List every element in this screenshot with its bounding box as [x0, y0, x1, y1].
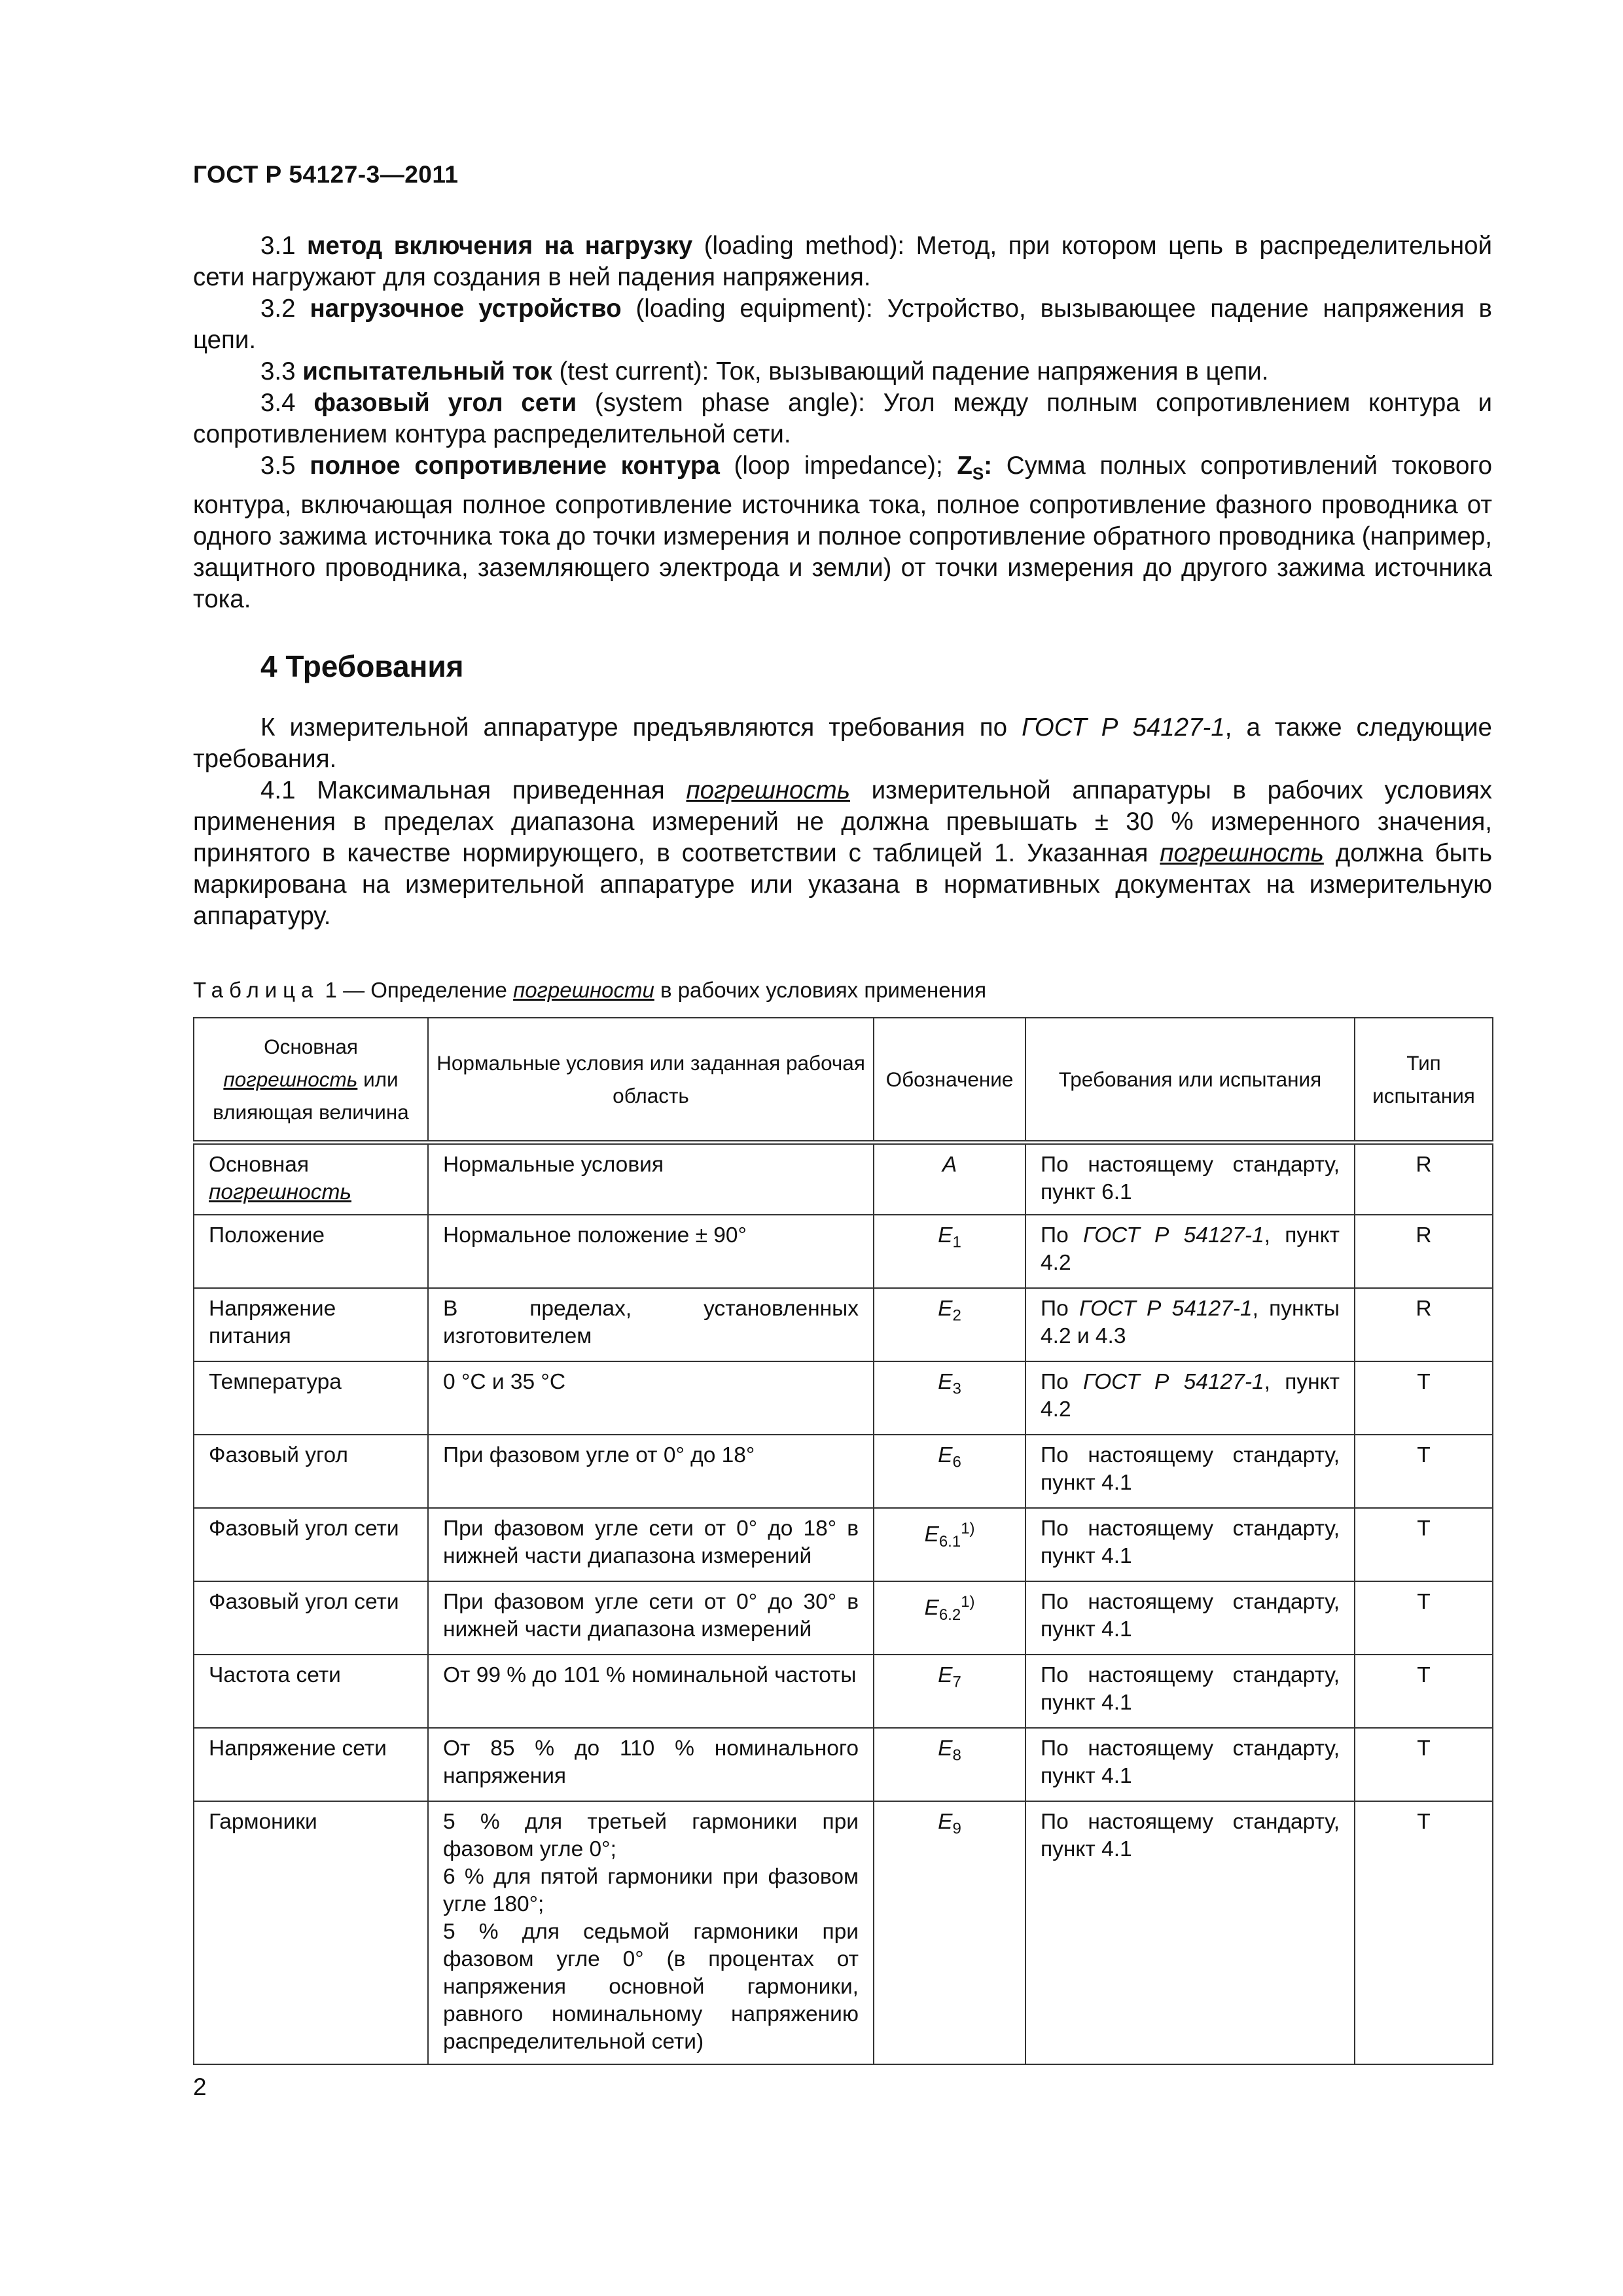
cell-conditions: От 99 % до 101 % номинальной частоты: [428, 1655, 874, 1728]
cell-conditions: При фазовом угле сети от 0° до 30° в нижней части диапазона измерений: [428, 1581, 874, 1655]
cell-designation: [874, 1142, 1026, 1215]
designation-subscript: 8: [952, 1746, 961, 1765]
clause-text: должна быть маркирована на измерительной аппаратуре или указана в нормативных документах на измерительную аппаратуру.: [193, 838, 1492, 930]
cell-quantity: [194, 1215, 428, 1288]
header-cell: Тип испытания: [1355, 1018, 1493, 1143]
quantity-text: Частота сети: [209, 1662, 341, 1687]
symbol: [957, 452, 993, 484]
definition-3-2: [193, 293, 1492, 356]
cell-requirements: [1026, 1288, 1355, 1361]
requirements-text: По: [1041, 1369, 1084, 1394]
page-number: 2: [193, 2073, 207, 2100]
requirements-text: По настоящему стандарту, пункт 6.1: [1041, 1152, 1340, 1204]
cell-quantity: [194, 1361, 428, 1435]
cell-conditions: При фазовом угле сети от 0° до 18° в нижней части диапазона измерений: [428, 1508, 874, 1581]
cell-quantity: [194, 1728, 428, 1801]
standard-reference: ГОСТ Р 54127-1: [1079, 1296, 1253, 1321]
table-row: [194, 1361, 1493, 1435]
designation-subscript: 2: [952, 1306, 961, 1325]
clause-number: 3.4: [260, 389, 296, 417]
cell-designation: [874, 1508, 1026, 1581]
designation-subscript: 6: [952, 1453, 961, 1471]
cell-test-type: T: [1355, 1655, 1493, 1728]
designation-symbol: E: [938, 1443, 953, 1467]
cell-quantity: [194, 1288, 428, 1361]
cell-test-type: T: [1355, 1581, 1493, 1655]
designation-subscript: 3: [952, 1380, 961, 1398]
cell-test-type: R: [1355, 1288, 1493, 1361]
header-cell: [194, 1018, 428, 1143]
quantity-text: Положение: [209, 1223, 325, 1247]
definition-3-4: [193, 387, 1492, 450]
definition-text: Сумма полных сопротивлений токового контура, включающая полное сопротивление источника тока, полное сопротивление фазного проводника от одного зажима источника тока до точки измерения и полное сопротивление обратного проводника (например, защитного проводника, заземляющего электрода и земли) от точки измерения до другого зажима источника тока.: [193, 452, 1492, 613]
requirements-text: По настоящему стандарту, пункт 4.1: [1041, 1589, 1340, 1641]
cell-conditions: 0 °C и 35 °C: [428, 1361, 874, 1435]
clause-number: 3.3: [260, 357, 296, 386]
requirements-text: По настоящему стандарту, пункт 4.1: [1041, 1809, 1340, 1861]
header-text: Основная: [264, 1034, 358, 1058]
designation-subscript: 6.2: [938, 1605, 961, 1624]
cell-requirements: [1026, 1215, 1355, 1288]
table-row: [194, 1581, 1493, 1655]
symbol-colon: :: [984, 452, 993, 480]
definition-text: (system phase angle): Угол между полным сопротивлением контура и сопротивлением контура распределительной сети.: [193, 389, 1492, 448]
cell-conditions: [428, 1801, 874, 2064]
table-caption: [193, 977, 1492, 1004]
cell-conditions: Нормальные условия: [428, 1142, 874, 1215]
header-text: или влияющая величина: [213, 1067, 409, 1124]
table-row: [194, 1801, 1493, 2064]
designation-symbol: E: [938, 1809, 953, 1834]
term-link: погрешность: [686, 776, 850, 804]
intro-text: , а также следующие требования.: [193, 713, 1492, 773]
cell-test-type: R: [1355, 1142, 1493, 1215]
term: нагрузочное устройство: [310, 295, 622, 323]
header-cell: Требования или испытания: [1026, 1018, 1355, 1143]
designation-symbol: E: [938, 1296, 953, 1321]
designation-subscript: 6.1: [938, 1532, 961, 1551]
section-intro: [193, 712, 1492, 775]
symbol-subscript: S: [972, 463, 984, 484]
designation-symbol: A: [942, 1152, 957, 1177]
cell-test-type: T: [1355, 1361, 1493, 1435]
requirements-text: По: [1041, 1296, 1079, 1321]
clause-number: 3.1: [260, 232, 296, 260]
footnote-marker: 1): [961, 1592, 975, 1611]
header-cell: Нормальные условия или заданная рабочая область: [428, 1018, 874, 1143]
cell-requirements: [1026, 1142, 1355, 1215]
cell-test-type: T: [1355, 1728, 1493, 1801]
cell-quantity: [194, 1435, 428, 1508]
cell-designation: [874, 1361, 1026, 1435]
caption-text: в рабочих условиях применения: [654, 977, 987, 1002]
conditions-line: 5 % для седьмой гармоники при фазовом угле 0° (в процентах от напряжения основной гармоники, равного номинальному напряжению распределительной сети): [443, 1919, 859, 2054]
clause-number: 3.2: [260, 295, 296, 323]
cell-test-type: T: [1355, 1801, 1493, 2064]
designation-symbol: E: [924, 1595, 939, 1620]
term-link: погрешность: [1160, 838, 1324, 867]
requirements-text: По настоящему стандарту, пункт 4.1: [1041, 1516, 1340, 1568]
standard-reference: ГОСТ Р 54127-1: [1083, 1369, 1264, 1394]
cell-designation: [874, 1435, 1026, 1508]
requirements-table: [193, 1017, 1493, 2065]
table-body: [194, 1142, 1493, 2064]
section-heading: 4 Требования: [260, 649, 464, 683]
cell-test-type: T: [1355, 1435, 1493, 1508]
cell-designation: [874, 1215, 1026, 1288]
quantity-text: Напряжение сети: [209, 1736, 387, 1761]
cell-requirements: [1026, 1361, 1355, 1435]
symbol-letter: Z: [957, 452, 972, 480]
term: фазовый угол сети: [313, 389, 577, 417]
designation-symbol: E: [938, 1662, 953, 1687]
requirements-text: , пункты 4.2 и 4.3: [1041, 1296, 1340, 1348]
table-row: [194, 1435, 1493, 1508]
standard-reference: ГОСТ Р 54127-1: [1083, 1223, 1264, 1247]
requirements-text: По настоящему стандарту, пункт 4.1: [1041, 1662, 1340, 1715]
cell-requirements: [1026, 1508, 1355, 1581]
definition-3-3: [193, 356, 1492, 387]
cell-conditions: От 85 % до 110 % номинального напряжения: [428, 1728, 874, 1801]
cell-requirements: [1026, 1801, 1355, 2064]
cell-quantity: [194, 1581, 428, 1655]
quantity-text: Фазовый угол сети: [209, 1589, 399, 1614]
table-row: [194, 1655, 1493, 1728]
cell-designation: [874, 1288, 1026, 1361]
table-header-row: [194, 1018, 1493, 1143]
cell-requirements: [1026, 1435, 1355, 1508]
designation-symbol: E: [938, 1736, 953, 1761]
quantity-text: Фазовый угол сети: [209, 1516, 399, 1541]
definition-3-5: [193, 450, 1492, 615]
requirements-text: По настоящему стандарту, пункт 4.1: [1041, 1443, 1340, 1495]
term: испытательный ток: [302, 357, 552, 386]
term: метод включения на нагрузку: [307, 232, 693, 260]
cell-test-type: T: [1355, 1508, 1493, 1581]
clause-number: 3.5: [260, 452, 296, 480]
header-cell: Обозначение: [874, 1018, 1026, 1143]
quantity-text: Основная: [209, 1152, 310, 1177]
caption-label: Таблица: [193, 977, 319, 1002]
cell-conditions: Нормальное положение ± 90°: [428, 1215, 874, 1288]
cell-quantity: [194, 1508, 428, 1581]
cell-designation: [874, 1581, 1026, 1655]
cell-requirements: [1026, 1581, 1355, 1655]
designation-symbol: E: [938, 1223, 953, 1247]
quantity-text: Гармоники: [209, 1809, 317, 1834]
document-code: ГОСТ Р 54127-3—2011: [193, 161, 459, 188]
table-row: [194, 1142, 1493, 1215]
cell-requirements: [1026, 1655, 1355, 1728]
clause-text: Максимальная приведенная: [295, 776, 687, 804]
conditions-line: 5 % для третьей гармоники при фазовом угле 0°;: [443, 1809, 859, 1861]
term: полное сопротивление контура: [310, 452, 720, 480]
requirements-text: По настоящему стандарту, пункт 4.1: [1041, 1736, 1340, 1788]
quantity-text: Температура: [209, 1369, 342, 1394]
cell-quantity: [194, 1142, 428, 1215]
standard-reference: ГОСТ Р 54127-1: [1022, 713, 1225, 742]
designation-symbol: E: [938, 1369, 953, 1394]
clause-number: 4.1: [260, 776, 296, 804]
definition-3-1: [193, 230, 1492, 293]
cell-designation: [874, 1655, 1026, 1728]
clause-text: измерительной аппаратуры в рабочих условиях применения в пределах диапазона измерений не должна превышать ± 30 % измеренного значения, принятого в качестве нормирующего, в соответствии с таблицей 1. Указанная: [193, 776, 1492, 867]
quantity-term: погрешность: [209, 1179, 351, 1204]
table-row: [194, 1728, 1493, 1801]
requirements-text: По: [1041, 1223, 1084, 1247]
table-row: [194, 1508, 1493, 1581]
cell-conditions: В пределах, установленных изготовителем: [428, 1288, 874, 1361]
definition-text: (test current): Ток, вызывающий падение напряжения в цепи.: [552, 357, 1269, 386]
cell-test-type: R: [1355, 1215, 1493, 1288]
requirements-text: , пункт 4.2: [1041, 1223, 1340, 1275]
table-row: [194, 1288, 1493, 1361]
cell-designation: [874, 1801, 1026, 2064]
footnote-marker: 1): [961, 1519, 975, 1537]
quantity-text: Фазовый угол: [209, 1443, 348, 1467]
designation-subscript: 7: [952, 1673, 961, 1691]
table-row: [194, 1215, 1493, 1288]
cell-quantity: [194, 1801, 428, 2064]
quantity-text: Напряжение питания: [209, 1296, 336, 1348]
intro-text: К измерительной аппаратуре предъявляются требования по: [260, 713, 1022, 742]
cell-designation: [874, 1728, 1026, 1801]
cell-quantity: [194, 1655, 428, 1728]
cell-requirements: [1026, 1728, 1355, 1801]
conditions-line: 6 % для пятой гармоники при фазовом угле 180°;: [443, 1864, 859, 1916]
page-content: [193, 230, 1492, 2065]
requirements-text: , пункт 4.2: [1041, 1369, 1340, 1422]
designation-subscript: 1: [952, 1233, 961, 1251]
designation-symbol: E: [924, 1522, 939, 1547]
definition-text: (loading equipment): Устройство, вызывающее падение напряжения в цепи.: [193, 295, 1492, 354]
definition-text: (loading method): Метод, при котором цепь в распределительной сети нагружают для создания в ней падения напряжения.: [193, 232, 1493, 291]
header-term: погрешность: [223, 1067, 358, 1091]
definition-text: (loop impedance);: [719, 452, 957, 480]
clause-4-1: [193, 775, 1492, 932]
caption-term: погрешности: [513, 977, 654, 1002]
designation-subscript: 9: [952, 1820, 961, 1838]
cell-conditions: При фазовом угле от 0° до 18°: [428, 1435, 874, 1508]
caption-number: 1 — Определение: [319, 977, 514, 1002]
